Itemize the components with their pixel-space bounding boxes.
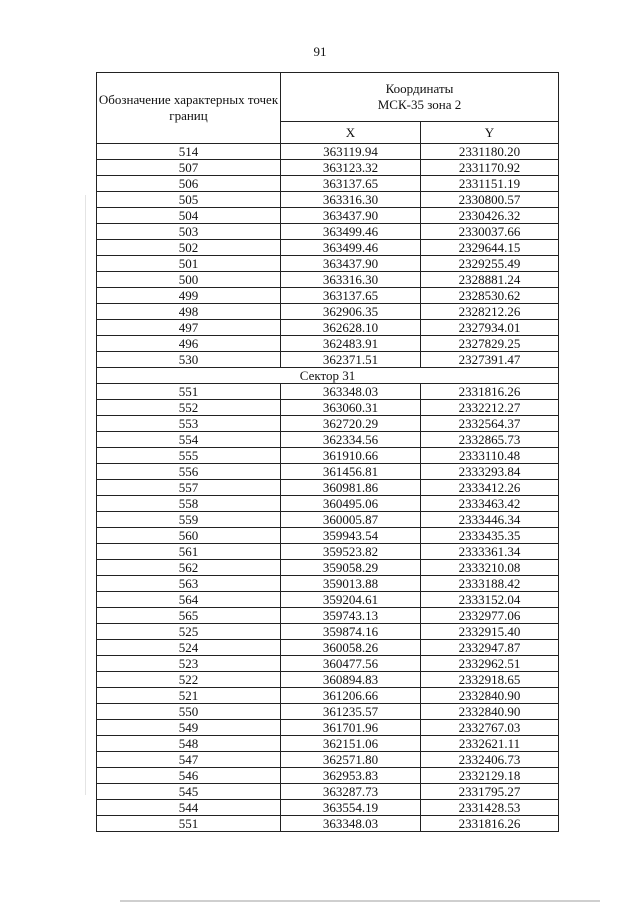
- table-row: [97, 720, 559, 736]
- table-row: [97, 352, 559, 368]
- y-coordinate-cell: 2331428.53: [421, 800, 559, 816]
- sector-row-group: [97, 368, 559, 384]
- y-coordinate-cell: 2330426.32: [421, 208, 559, 224]
- x-coordinate-cell: 362483.91: [281, 336, 421, 352]
- x-coordinate-cell: 359058.29: [281, 560, 421, 576]
- point-id-cell: 552: [97, 400, 281, 416]
- point-id-cell: 498: [97, 304, 281, 320]
- point-id-cell: 555: [97, 448, 281, 464]
- y-coordinate-cell: 2333446.34: [421, 512, 559, 528]
- y-coordinate-cell: 2332840.90: [421, 688, 559, 704]
- header-x: X: [281, 121, 421, 143]
- x-coordinate-cell: 359204.61: [281, 592, 421, 608]
- y-coordinate-cell: 2328530.62: [421, 288, 559, 304]
- x-coordinate-cell: 360477.56: [281, 656, 421, 672]
- point-id-cell: 556: [97, 464, 281, 480]
- table-row: [97, 816, 559, 832]
- y-coordinate-cell: 2329255.49: [421, 256, 559, 272]
- table-row: [97, 576, 559, 592]
- header-coordinates: [281, 73, 559, 122]
- coordinates-table: [96, 72, 559, 832]
- y-coordinate-cell: 2333210.08: [421, 560, 559, 576]
- y-coordinate-cell: 2331151.19: [421, 176, 559, 192]
- x-coordinate-cell: 359943.54: [281, 528, 421, 544]
- x-coordinate-cell: 363499.46: [281, 224, 421, 240]
- x-coordinate-cell: 362151.06: [281, 736, 421, 752]
- point-id-cell: 553: [97, 416, 281, 432]
- table-row: [97, 336, 559, 352]
- y-coordinate-cell: 2327934.01: [421, 320, 559, 336]
- table-row: [97, 704, 559, 720]
- point-id-cell: 530: [97, 352, 281, 368]
- y-coordinate-cell: 2333152.04: [421, 592, 559, 608]
- y-coordinate-cell: 2328212.26: [421, 304, 559, 320]
- x-coordinate-cell: 361456.81: [281, 464, 421, 480]
- header-coordinate-system: МСК-35 зона 2: [377, 96, 462, 112]
- point-id-cell: 562: [97, 560, 281, 576]
- y-coordinate-cell: 2331816.26: [421, 384, 559, 400]
- y-coordinate-cell: 2333435.35: [421, 528, 559, 544]
- x-coordinate-cell: 360981.86: [281, 480, 421, 496]
- x-coordinate-cell: 363437.90: [281, 256, 421, 272]
- table-row: [97, 192, 559, 208]
- table-row: [97, 496, 559, 512]
- table-row: [97, 272, 559, 288]
- table-row: [97, 208, 559, 224]
- y-coordinate-cell: 2332621.11: [421, 736, 559, 752]
- point-id-cell: 559: [97, 512, 281, 528]
- table-row: [97, 480, 559, 496]
- table-header: [97, 73, 559, 144]
- table-row: [97, 784, 559, 800]
- x-coordinate-cell: 363137.65: [281, 288, 421, 304]
- x-coordinate-cell: 363499.46: [281, 240, 421, 256]
- point-id-cell: 549: [97, 720, 281, 736]
- y-coordinate-cell: 2332212.27: [421, 400, 559, 416]
- point-id-cell: 560: [97, 528, 281, 544]
- y-coordinate-cell: 2332406.73: [421, 752, 559, 768]
- point-id-cell: 565: [97, 608, 281, 624]
- y-coordinate-cell: 2332977.06: [421, 608, 559, 624]
- point-id-cell: 497: [97, 320, 281, 336]
- table-row: [97, 528, 559, 544]
- x-coordinate-cell: 363287.73: [281, 784, 421, 800]
- y-coordinate-cell: 2331180.20: [421, 144, 559, 160]
- x-coordinate-cell: 363348.03: [281, 384, 421, 400]
- x-coordinate-cell: 363137.65: [281, 176, 421, 192]
- y-coordinate-cell: 2333188.42: [421, 576, 559, 592]
- table-row: [97, 544, 559, 560]
- point-id-cell: 506: [97, 176, 281, 192]
- scan-bottom-edge: [120, 900, 600, 902]
- table-row: [97, 512, 559, 528]
- x-coordinate-cell: 363316.30: [281, 272, 421, 288]
- point-id-cell: 547: [97, 752, 281, 768]
- point-id-cell: 558: [97, 496, 281, 512]
- table-row: [97, 656, 559, 672]
- table-row: [97, 384, 559, 400]
- header-point-label: Обозначение характерных точек границ: [97, 73, 281, 144]
- table-row: [97, 288, 559, 304]
- x-coordinate-cell: 361235.57: [281, 704, 421, 720]
- table-row: [97, 624, 559, 640]
- point-id-cell: 500: [97, 272, 281, 288]
- point-id-cell: 554: [97, 432, 281, 448]
- x-coordinate-cell: 362628.10: [281, 320, 421, 336]
- x-coordinate-cell: 361701.96: [281, 720, 421, 736]
- x-coordinate-cell: 360058.26: [281, 640, 421, 656]
- table-row: [97, 224, 559, 240]
- y-coordinate-cell: 2332962.51: [421, 656, 559, 672]
- y-coordinate-cell: 2333110.48: [421, 448, 559, 464]
- y-coordinate-cell: 2333293.84: [421, 464, 559, 480]
- sector-title: Сектор 31: [97, 368, 559, 384]
- point-id-cell: 507: [97, 160, 281, 176]
- y-coordinate-cell: 2332915.40: [421, 624, 559, 640]
- y-coordinate-cell: 2331170.92: [421, 160, 559, 176]
- point-id-cell: 514: [97, 144, 281, 160]
- point-id-cell: 499: [97, 288, 281, 304]
- table-row: [97, 736, 559, 752]
- table-row: [97, 688, 559, 704]
- point-id-cell: 496: [97, 336, 281, 352]
- table-row: [97, 160, 559, 176]
- point-id-cell: 548: [97, 736, 281, 752]
- x-coordinate-cell: 362371.51: [281, 352, 421, 368]
- point-id-cell: 546: [97, 768, 281, 784]
- table-row: [97, 560, 559, 576]
- x-coordinate-cell: 363123.32: [281, 160, 421, 176]
- point-id-cell: 505: [97, 192, 281, 208]
- table-row: [97, 800, 559, 816]
- table-row: [97, 768, 559, 784]
- table-row: [97, 640, 559, 656]
- x-coordinate-cell: 360894.83: [281, 672, 421, 688]
- sector-row: [97, 368, 559, 384]
- x-coordinate-cell: 363554.19: [281, 800, 421, 816]
- y-coordinate-cell: 2330800.57: [421, 192, 559, 208]
- point-id-cell: 544: [97, 800, 281, 816]
- x-coordinate-cell: 359523.82: [281, 544, 421, 560]
- table-row: [97, 320, 559, 336]
- y-coordinate-cell: 2327829.25: [421, 336, 559, 352]
- y-coordinate-cell: 2333361.34: [421, 544, 559, 560]
- table-row: [97, 752, 559, 768]
- table-row: [97, 400, 559, 416]
- table-row: [97, 416, 559, 432]
- table-row: [97, 448, 559, 464]
- table-row: [97, 432, 559, 448]
- point-id-cell: 501: [97, 256, 281, 272]
- y-coordinate-cell: 2332840.90: [421, 704, 559, 720]
- x-coordinate-cell: 360005.87: [281, 512, 421, 528]
- page-number: 91: [313, 44, 327, 59]
- point-id-cell: 524: [97, 640, 281, 656]
- header-coordinates-title: Координаты: [385, 80, 454, 96]
- point-id-cell: 564: [97, 592, 281, 608]
- header-y: Y: [421, 121, 559, 143]
- x-coordinate-cell: 359743.13: [281, 608, 421, 624]
- y-coordinate-cell: 2330037.66: [421, 224, 559, 240]
- point-id-cell: 523: [97, 656, 281, 672]
- point-id-cell: 521: [97, 688, 281, 704]
- table-row: [97, 592, 559, 608]
- point-id-cell: 545: [97, 784, 281, 800]
- x-coordinate-cell: 359013.88: [281, 576, 421, 592]
- y-coordinate-cell: 2328881.24: [421, 272, 559, 288]
- point-id-cell: 503: [97, 224, 281, 240]
- y-coordinate-cell: 2332129.18: [421, 768, 559, 784]
- table-row: [97, 176, 559, 192]
- table-row: [97, 240, 559, 256]
- table-body-section-2: [97, 384, 559, 832]
- x-coordinate-cell: 362906.35: [281, 304, 421, 320]
- x-coordinate-cell: 363348.03: [281, 816, 421, 832]
- x-coordinate-cell: 363437.90: [281, 208, 421, 224]
- point-id-cell: 551: [97, 384, 281, 400]
- y-coordinate-cell: 2332767.03: [421, 720, 559, 736]
- point-id-cell: 522: [97, 672, 281, 688]
- point-id-cell: 502: [97, 240, 281, 256]
- point-id-cell: 557: [97, 480, 281, 496]
- x-coordinate-cell: 361910.66: [281, 448, 421, 464]
- x-coordinate-cell: 362334.56: [281, 432, 421, 448]
- y-coordinate-cell: 2333412.26: [421, 480, 559, 496]
- x-coordinate-cell: 363060.31: [281, 400, 421, 416]
- point-id-cell: 504: [97, 208, 281, 224]
- table-row: [97, 608, 559, 624]
- y-coordinate-cell: 2331816.26: [421, 816, 559, 832]
- y-coordinate-cell: 2333463.42: [421, 496, 559, 512]
- scan-edge-line: [85, 195, 86, 795]
- y-coordinate-cell: 2332947.87: [421, 640, 559, 656]
- table-row: [97, 464, 559, 480]
- x-coordinate-cell: 359874.16: [281, 624, 421, 640]
- y-coordinate-cell: 2332564.37: [421, 416, 559, 432]
- x-coordinate-cell: 361206.66: [281, 688, 421, 704]
- table-row: [97, 256, 559, 272]
- table-body-section-1: [97, 144, 559, 368]
- point-id-cell: 525: [97, 624, 281, 640]
- table-row: [97, 672, 559, 688]
- point-id-cell: 563: [97, 576, 281, 592]
- x-coordinate-cell: 362720.29: [281, 416, 421, 432]
- x-coordinate-cell: 360495.06: [281, 496, 421, 512]
- y-coordinate-cell: 2327391.47: [421, 352, 559, 368]
- x-coordinate-cell: 362571.80: [281, 752, 421, 768]
- y-coordinate-cell: 2332918.65: [421, 672, 559, 688]
- x-coordinate-cell: 362953.83: [281, 768, 421, 784]
- point-id-cell: 561: [97, 544, 281, 560]
- x-coordinate-cell: 363316.30: [281, 192, 421, 208]
- y-coordinate-cell: 2329644.15: [421, 240, 559, 256]
- point-id-cell: 550: [97, 704, 281, 720]
- point-id-cell: 551: [97, 816, 281, 832]
- y-coordinate-cell: 2332865.73: [421, 432, 559, 448]
- x-coordinate-cell: 363119.94: [281, 144, 421, 160]
- table-row: [97, 144, 559, 160]
- table-row: [97, 304, 559, 320]
- y-coordinate-cell: 2331795.27: [421, 784, 559, 800]
